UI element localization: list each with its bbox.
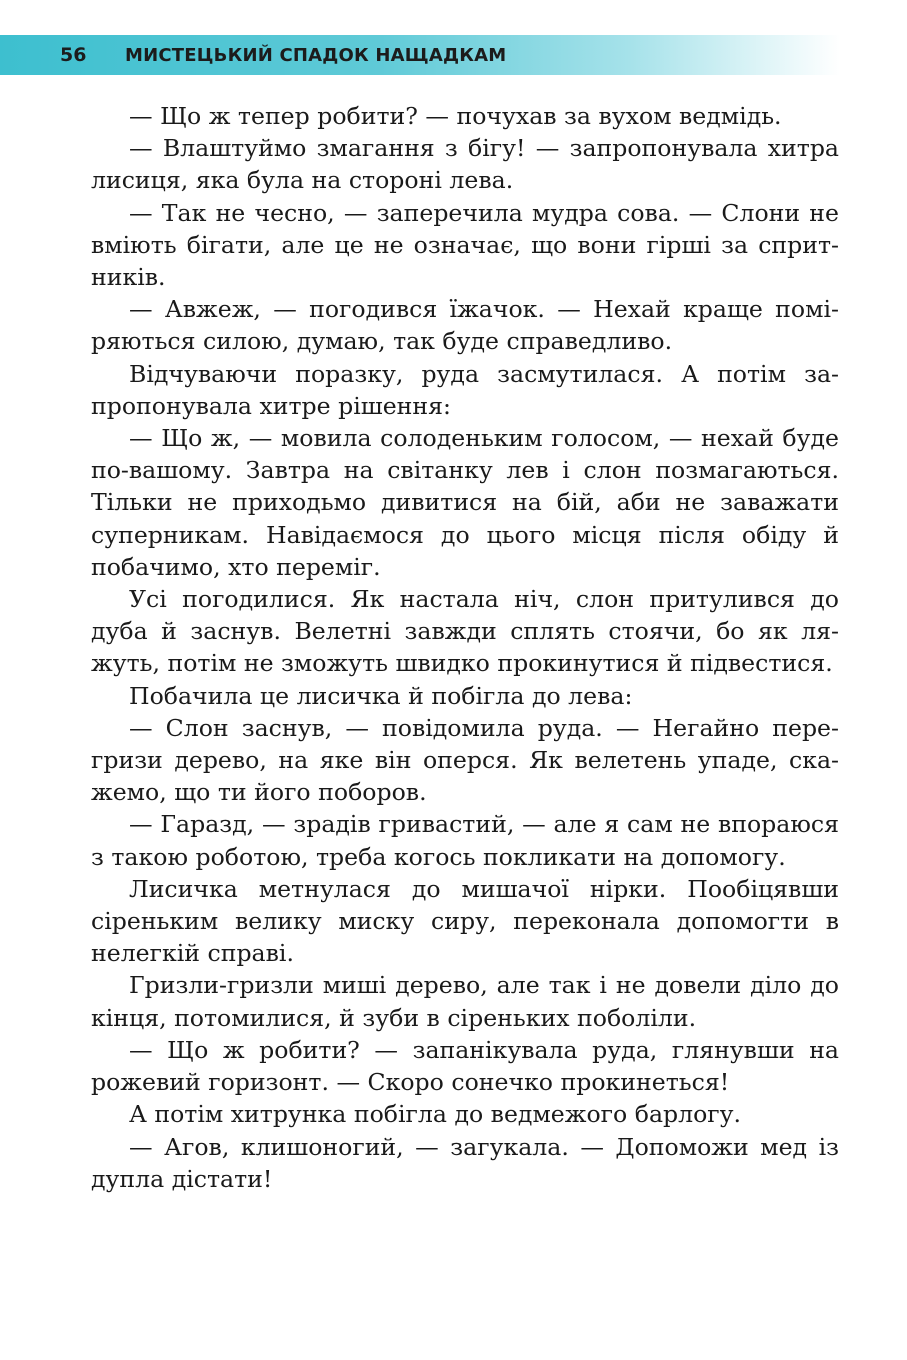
paragraph: — Так не чесно, — заперечила мудра сова. — Слони не вміють бігати, але це не означає, що вони гірші за спритників. xyxy=(91,198,839,292)
paragraph: — Слон заснув, — повідомила руда. — Негайно перегризи дерево, на яке він оперся. Як велетень упаде, скажемо, що ти його поборов. xyxy=(91,713,839,807)
story-text xyxy=(91,100,839,1195)
paragraph: Гризли-гризли миші дерево, але так і не довели діло до кінця, потомилися, й зуби в сіреньких поболіли. xyxy=(91,971,839,1032)
paragraph: Лисичка метнулася до мишачої нірки. Пообіцявши сіреньким велику миску сиру, переконала допомогти в нелегкій справі. xyxy=(91,874,839,968)
page-header xyxy=(0,35,840,75)
paragraph: — Що ж, — мовила солоденьким голосом, — нехай буде по-вашому. Завтра на світанку лев і слон позмагаються. Тільки не приходьмо дивитися на бій, аби не заважати суперникам. Навідаємося до цього місця після обіду й побачимо, хто переміг. xyxy=(91,424,839,581)
paragraph: — Авжеж, — погодився їжачок. — Нехай краще поміряються силою, думаю, так буде справедливо. xyxy=(91,295,839,356)
paragraph: Побачила це лисичка й побігла до лева: xyxy=(129,681,633,710)
section-title: МИСТЕЦЬКИЙ СПАДОК НАЩАДКАМ xyxy=(125,44,507,66)
paragraph: — Гаразд, — зрадів гривастий, — але я сам не впораюся з такою роботою, треба когось покликати на допомогу. xyxy=(91,810,839,871)
paragraph: Відчуваючи поразку, руда засмутилася. А потім запропонувала хитре рішення: xyxy=(91,359,839,420)
paragraph: Усі погодилися. Як настала ніч, слон притулився до дуба й заснув. Велетні завжди сплять стоячи, бо як ляжуть, потім не зможуть швидко прокинутися й підвестися. xyxy=(91,585,839,678)
paragraph: А потім хитрунка побігла до ведмежого барлогу. xyxy=(129,1100,742,1129)
paragraph: — Що ж робити? — запанікувала руда, глянувши на рожевий горизонт. — Скоро сонечко прокинеться! xyxy=(91,1035,839,1097)
paragraph: — Влаштуймо змагання з бігу! — запропонувала хитра лисиця, яка була на стороні лева. xyxy=(91,134,839,195)
page-number: 56 xyxy=(60,44,87,66)
paragraph: — Агов, клишоногий, — загукала. — Допоможи мед із дупла дістати! xyxy=(91,1132,839,1193)
paragraph: — Що ж тепер робити? — почухав за вухом ведмідь. xyxy=(129,102,782,130)
